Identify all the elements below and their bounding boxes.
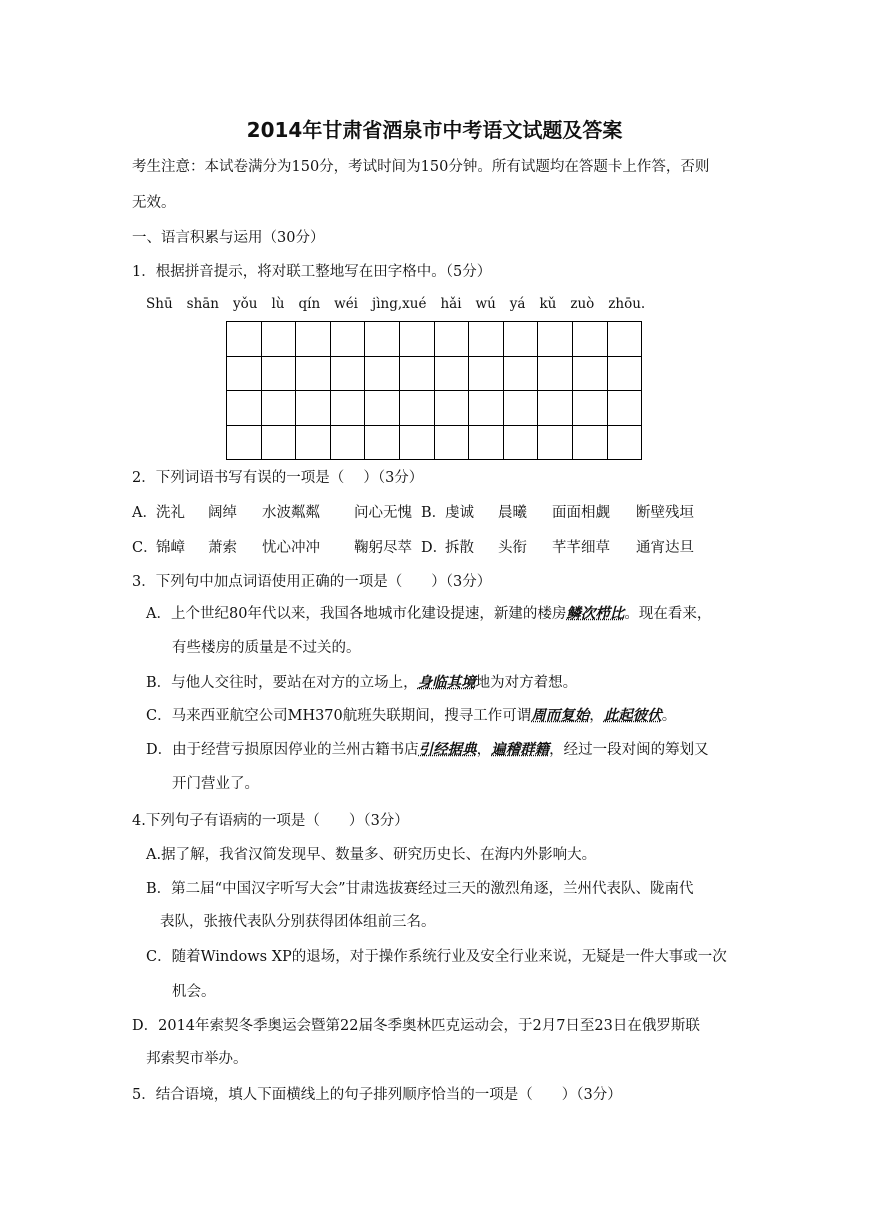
option-a: A.据了解，我省汉简发现早、数量多、研究历史长、在海内外影响大。 <box>146 847 597 863</box>
grid-cell[interactable] <box>469 425 504 460</box>
grid-cell[interactable] <box>227 356 262 391</box>
dotted-word: 此起彼伏 <box>603 707 662 724</box>
option-b: B．第二届“中国汉字听写大会”甘肃选拔赛经过三天的激烈角逐，兰州代表队、陇南代 <box>146 881 694 897</box>
grid-cell[interactable] <box>434 391 469 426</box>
grid-cell[interactable] <box>296 356 331 391</box>
word: 面面相觑 <box>552 505 610 521</box>
dotted-word: 遍稽群籍 <box>491 741 550 758</box>
word: 芊芊细草 <box>552 540 610 556</box>
word: 阔绰 <box>208 505 237 521</box>
question-1-stem: 1．根据拼音提示，将对联工整地写在田字格中。（5分） <box>132 264 492 280</box>
option-d-label: D． <box>421 540 448 556</box>
grid-cell[interactable] <box>572 425 607 460</box>
grid-cell[interactable] <box>399 425 434 460</box>
grid-cell[interactable] <box>469 322 504 357</box>
question-3-stem: 3．下列句中加点词语使用正确的一项是（ ）（3分） <box>132 574 492 590</box>
option-a-continued: 有些楼房的质量是不过关的。 <box>172 640 361 656</box>
grid-row <box>227 322 642 357</box>
writing-grid[interactable] <box>226 321 642 460</box>
pinyin-syllable: zuò <box>570 296 595 312</box>
word: 锦嶂 <box>156 540 185 556</box>
grid-cell[interactable] <box>261 322 296 357</box>
grid-row <box>227 356 642 391</box>
option-c: C．马来西亚航空公司MH370航班失联期间，搜寻工作可谓周而复始，此起彼伏。 <box>146 707 677 724</box>
pinyin-syllable: lù <box>271 296 285 312</box>
notice-line: 考生注意：本试卷满分为150分，考试时间为150分钟。所有试题均在答题卡上作答，否则 <box>132 159 710 175</box>
grid-cell[interactable] <box>399 322 434 357</box>
grid-cell[interactable] <box>503 425 538 460</box>
grid-cell[interactable] <box>227 425 262 460</box>
pinyin-syllable: Shū <box>146 296 173 312</box>
grid-cell[interactable] <box>434 356 469 391</box>
grid-cell[interactable] <box>538 391 573 426</box>
pinyin-syllable: wéi <box>334 296 359 312</box>
dotted-word: 鳞次栉比 <box>566 605 625 622</box>
option-c: C．随着Windows XP的退场，对于操作系统行业及安全行业来说，无疑是一件大事或一次 <box>146 949 727 965</box>
grid-cell[interactable] <box>399 391 434 426</box>
grid-cell[interactable] <box>607 391 642 426</box>
grid-cell[interactable] <box>607 425 642 460</box>
question-5-stem: 5．结合语境，填人下面横线上的句子排列顺序恰当的一项是（ ）（3分） <box>132 1087 622 1103</box>
dotted-word: 周而复始 <box>531 707 590 724</box>
grid-cell[interactable] <box>399 356 434 391</box>
grid-cell[interactable] <box>434 425 469 460</box>
pinyin-syllable: hǎi <box>440 296 462 312</box>
pinyin-row <box>146 296 659 312</box>
grid-row <box>227 391 642 426</box>
word: 晨曦 <box>498 505 527 521</box>
grid-cell[interactable] <box>330 322 365 357</box>
pinyin-syllable: wú <box>475 296 496 312</box>
grid-cell[interactable] <box>607 322 642 357</box>
grid-cell[interactable] <box>227 391 262 426</box>
notice-line: 无效。 <box>132 195 176 211</box>
option-d: D．由于经营亏损原因停业的兰州古籍书店引经据典，遍稽群籍，经过一段对闽的筹划又 <box>146 741 709 758</box>
grid-cell[interactable] <box>572 356 607 391</box>
option-d-continued: 邦索契市举办。 <box>146 1051 248 1067</box>
word: 水波粼粼 <box>262 505 320 521</box>
option-a: A．上个世纪80年代以来，我国各地城市化建设提速，新建的楼房鳞次栉比。现在看来， <box>146 605 712 622</box>
grid-cell[interactable] <box>607 356 642 391</box>
option-b: B．与他人交往时，要站在对方的立场上，身临其境地为对方着想。 <box>146 674 578 691</box>
pinyin-syllable: shān <box>186 296 220 312</box>
word: 忧心冲冲 <box>262 540 320 556</box>
pinyin-syllable: jìng,xué <box>372 296 427 312</box>
grid-cell[interactable] <box>503 322 538 357</box>
question-2-stem: 2．下列词语书写有误的一项是（ ）（3分） <box>132 470 424 486</box>
pinyin-syllable: zhōu. <box>608 296 646 312</box>
option-b-continued: 表队，张掖代表队分别获得团体组前三名。 <box>160 914 436 930</box>
option-c-label: C． <box>132 540 158 556</box>
grid-cell[interactable] <box>261 356 296 391</box>
grid-cell[interactable] <box>365 356 400 391</box>
grid-cell[interactable] <box>503 391 538 426</box>
grid-cell[interactable] <box>365 322 400 357</box>
grid-cell[interactable] <box>330 391 365 426</box>
word: 头衔 <box>498 540 527 556</box>
grid-cell[interactable] <box>572 391 607 426</box>
grid-cell[interactable] <box>296 391 331 426</box>
grid-cell[interactable] <box>296 322 331 357</box>
option-a-label: A． <box>132 505 157 521</box>
word: 鞠躬尽萃 <box>354 540 412 556</box>
grid-cell[interactable] <box>330 356 365 391</box>
grid-cell[interactable] <box>538 356 573 391</box>
grid-cell[interactable] <box>572 322 607 357</box>
pinyin-syllable: qín <box>298 296 321 312</box>
dotted-word: 引经据典 <box>418 741 477 758</box>
grid-cell[interactable] <box>330 425 365 460</box>
word: 洗礼 <box>156 505 185 521</box>
grid-cell[interactable] <box>503 356 538 391</box>
section-heading: 一、语言积累与运用（30分） <box>132 230 325 246</box>
question-4-stem: 4.下列句子有语病的一项是（ ）（3分） <box>132 813 409 829</box>
grid-cell[interactable] <box>296 425 331 460</box>
pinyin-syllable: yá <box>509 296 526 312</box>
grid-cell[interactable] <box>365 391 400 426</box>
word: 虔诚 <box>445 505 474 521</box>
word: 萧索 <box>208 540 237 556</box>
grid-cell[interactable] <box>365 425 400 460</box>
option-b-label: B． <box>421 505 447 521</box>
word: 通宵达旦 <box>636 540 694 556</box>
grid-cell[interactable] <box>538 425 573 460</box>
grid-cell[interactable] <box>227 322 262 357</box>
grid-cell[interactable] <box>261 391 296 426</box>
word: 问心无愧 <box>354 505 412 521</box>
option-c-continued: 机会。 <box>172 984 216 1000</box>
grid-cell[interactable] <box>261 425 296 460</box>
dotted-word: 身临其境 <box>417 674 476 691</box>
word: 拆散 <box>445 540 474 556</box>
option-d: D．2014年索契冬季奥运会暨第22届冬季奥林匹克运动会，于2月7日至23日在俄罗斯联 <box>132 1018 700 1034</box>
word: 断壁残垣 <box>636 505 694 521</box>
grid-cell[interactable] <box>434 322 469 357</box>
pinyin-syllable: kǔ <box>539 296 557 312</box>
option-d-continued: 开门营业了。 <box>172 776 259 792</box>
grid-cell[interactable] <box>538 322 573 357</box>
grid-row <box>227 425 642 460</box>
pinyin-syllable: yǒu <box>233 296 258 312</box>
grid-cell[interactable] <box>469 391 504 426</box>
grid-cell[interactable] <box>469 356 504 391</box>
page-title: 2014年甘肃省酒泉市中考语文试题及答案 <box>246 118 623 142</box>
